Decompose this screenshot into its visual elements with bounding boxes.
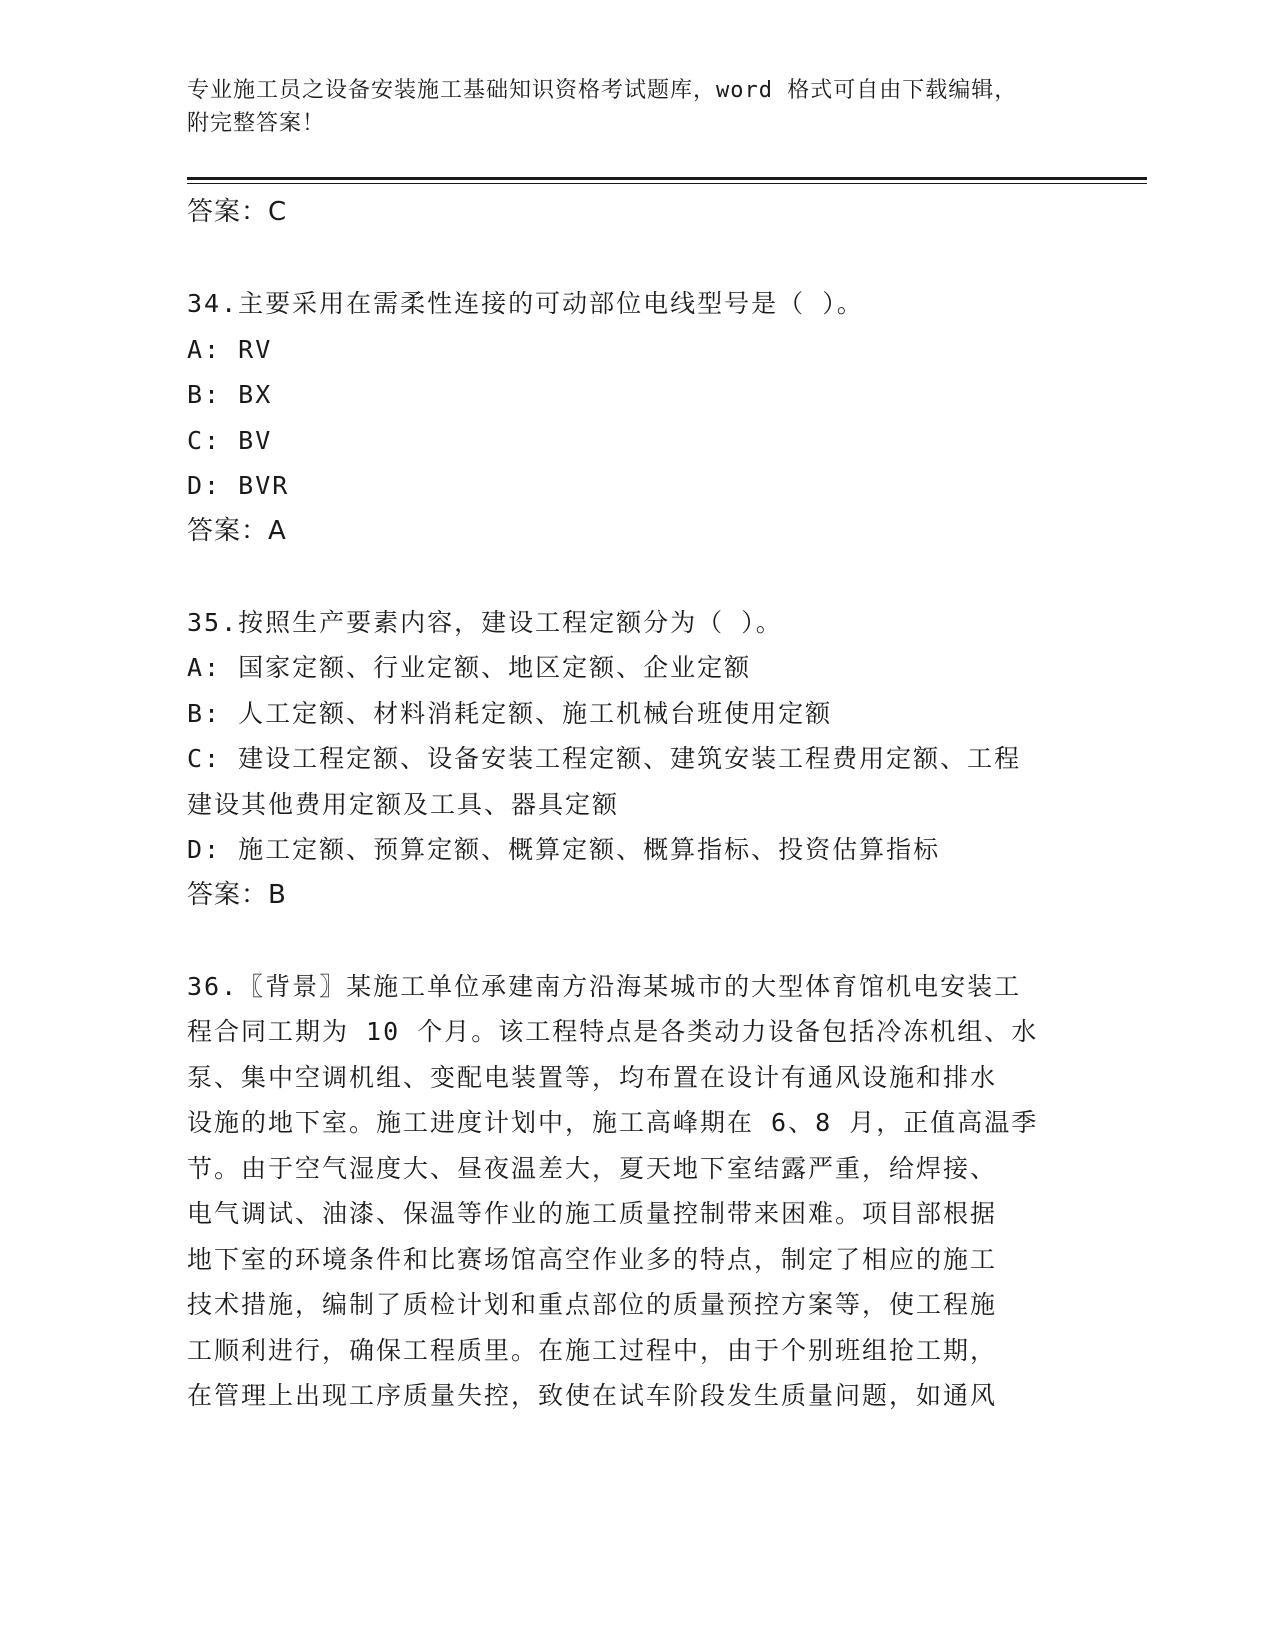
document-header — [187, 74, 1087, 140]
question-36-line: 程合同工期为 10 个月。该工程特点是各类动力设备包括冷冻机组、水 — [187, 1017, 1039, 1046]
question-35-option-c-line-2: 建设其他费用定额及工具、器具定额 — [187, 789, 620, 819]
question-35-option-c-line-1: C: 建设工程定额、设备安装工程定额、建筑安装工程费用定额、工程 — [187, 744, 1022, 773]
spacer — [187, 236, 1087, 282]
question-36-line: 节。由于空气湿度大、昼夜温差大，夏天地下室结露严重，给焊接、 — [187, 1153, 998, 1183]
question-35-option-d: D: 施工定额、预算定额、概算定额、概算指标、投资估算指标 — [187, 835, 941, 864]
question-34-answer: 答案：A — [187, 515, 287, 546]
question-34-option-a: A: RV — [187, 334, 273, 364]
header-line-2: 附完整答案！ — [187, 111, 326, 136]
spacer — [187, 554, 1087, 600]
question-36 — [187, 964, 1067, 1419]
question-36-line: 36.〖背景〗某施工单位承建南方沿海某城市的大型体育馆机电安装工 — [187, 971, 1022, 1001]
spacer — [187, 918, 1087, 964]
question-34-text: 34.主要采用在需柔性连接的可动部位电线型号是（ ）。 — [187, 289, 864, 318]
answer-previous: 答案：C — [187, 197, 288, 227]
question-36-line: 在管理上出现工序质量失控，致使在试车阶段发生质量问题，如通风 — [187, 1381, 998, 1410]
header-line-1: 专业施工员之设备安装施工基础知识资格考试题库，word 格式可自由下载编辑， — [187, 78, 1018, 103]
header-divider-thick — [187, 177, 1147, 180]
question-34 — [187, 281, 1087, 554]
question-34-option-b: B: BX — [187, 380, 273, 409]
question-36-line: 设施的地下室。施工进度计划中，施工高峰期在 6、8 月，正值高温季 — [187, 1108, 1039, 1137]
question-34-option-c: C: BV — [187, 425, 273, 455]
question-35-text: 35.按照生产要素内容，建设工程定额分为（ ）。 — [187, 607, 783, 637]
question-35-option-a: A: 国家定额、行业定额、地区定额、企业定额 — [187, 653, 752, 682]
question-35-answer: 答案：B — [187, 879, 287, 910]
question-35-option-b: B: 人工定额、材料消耗定额、施工机械台班使用定额 — [187, 698, 833, 728]
question-34-option-d: D: BVR — [187, 471, 290, 500]
question-content — [187, 190, 1087, 1419]
question-35 — [187, 600, 1087, 919]
question-36-line: 电气调试、油漆、保温等作业的施工质量控制带来困难。项目部根据 — [187, 1199, 998, 1228]
question-36-line: 地下室的环境条件和比赛场馆高空作业多的特点，制定了相应的施工 — [187, 1244, 998, 1274]
header-divider-thin — [187, 183, 1147, 184]
question-36-line: 泵、集中空调机组、变配电装置等，均布置在设计有通风设施和排水 — [187, 1062, 998, 1092]
question-36-line: 工顺利进行，确保工程质里。在施工过程中，由于个别班组抢工期， — [187, 1335, 998, 1365]
question-36-line: 技术措施，编制了质检计划和重点部位的质量预控方案等，使工程施 — [187, 1290, 998, 1319]
